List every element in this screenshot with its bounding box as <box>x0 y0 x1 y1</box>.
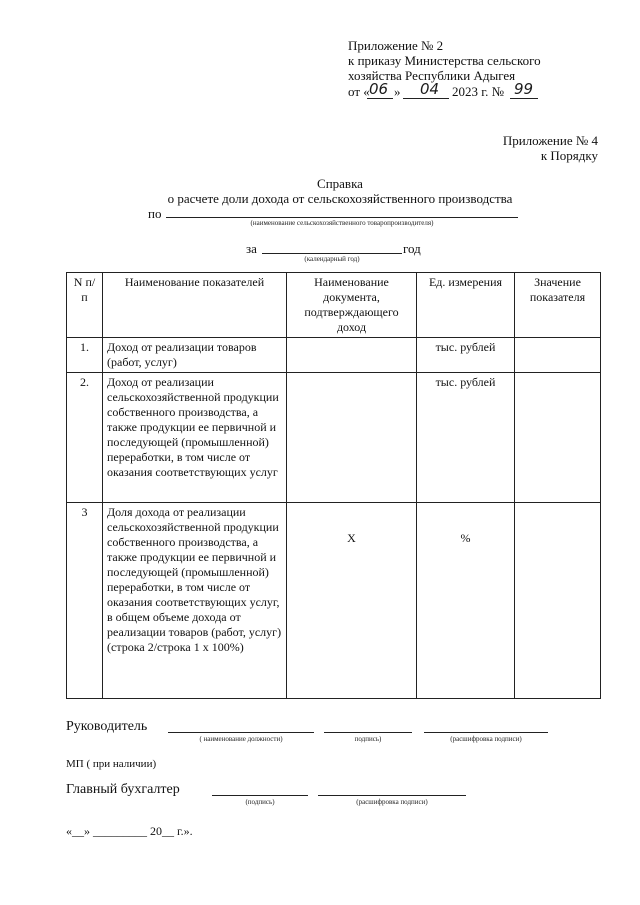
accountant-decoding-line <box>318 795 466 796</box>
row-document <box>287 338 417 373</box>
appendix2-date-prefix: от « <box>348 84 370 99</box>
row-document: Х <box>287 503 417 699</box>
header-document-name: Наименование документа, подтверждающего доход <box>287 273 417 338</box>
by-label: по <box>148 206 162 221</box>
head-signature-line <box>324 732 412 733</box>
table-row <box>67 503 601 699</box>
position-line <box>168 732 314 733</box>
position-caption: ( наименование должности) <box>199 735 283 743</box>
appendix4-line1: Приложение № 4 <box>502 133 598 148</box>
month-underline <box>403 98 449 99</box>
day-underline <box>367 98 393 99</box>
producer-name-line <box>166 217 518 218</box>
row-value-cell <box>515 338 601 373</box>
year-line <box>262 253 402 254</box>
row-number: 2. <box>67 373 103 503</box>
income-share-table <box>66 272 601 699</box>
year-caption: (календарный год) <box>304 255 360 263</box>
head-label: Руководитель <box>66 719 148 734</box>
signature-date: «__» _________ 20__ г.». <box>66 824 193 838</box>
doc-title: Справка <box>317 176 363 191</box>
number-underline <box>510 98 538 99</box>
appendix2-day: 06 <box>369 80 389 98</box>
row-indicator-name: Доля дохода от реализации сельскохозяйственной продукции собственного производства, а также продукции ее первичной и последующей (промышленной) переработки, в том числе от оказания соответствующих услуг, в общем объеме дохода от реализации товаров (работ, услуг) (строка 2/строка 1 х 100%) <box>103 503 287 699</box>
appendix2-number: 99 <box>514 80 534 98</box>
appendix2-line2: к приказу Министерства сельского <box>348 53 541 68</box>
head-decoding-line <box>424 732 548 733</box>
accountant-decoding-caption: (расшифровка подписи) <box>356 798 428 806</box>
header-value: Значение показателя <box>515 273 601 338</box>
row-unit: тыс. рублей <box>417 338 515 373</box>
accountant-label: Главный бухгалтер <box>66 782 180 797</box>
head-decoding-caption: (расшифровка подписи) <box>450 735 522 743</box>
table-row <box>67 338 601 373</box>
appendix2-date-mid: » <box>394 84 401 99</box>
row-indicator-name: Доход от реализации сельскохозяйственной продукции собственного производства, а также продукции ее первичной и последующей (промышленной) переработки, в том числе от оказания соответствующих услуг <box>103 373 287 503</box>
appendix4-line2: к Порядку <box>540 148 598 163</box>
row-value-cell <box>515 503 601 699</box>
row-document <box>287 373 417 503</box>
row-indicator-name: Доход от реализации товаров (работ, услуг) <box>103 338 287 373</box>
row-number: 3 <box>67 503 103 699</box>
stamp-note: МП ( при наличии) <box>66 758 157 770</box>
header-unit: Ед. измерения <box>417 273 515 338</box>
producer-name-caption: (наименование сельскохозяйственного товаропроизводителя) <box>250 219 434 227</box>
accountant-signature-line <box>212 795 308 796</box>
head-signature-caption: подпись) <box>354 735 382 743</box>
appendix2-line1: Приложение № 2 <box>348 38 444 53</box>
appendix2-date-suffix: 2023 г. № <box>452 84 505 99</box>
appendix2-month: 04 <box>420 80 440 98</box>
header-number: N п/п <box>67 273 103 338</box>
row-unit: тыс. рублей <box>417 373 515 503</box>
table-header-row <box>67 273 601 338</box>
table-row <box>67 373 601 503</box>
row-number: 1. <box>67 338 103 373</box>
accountant-signature-caption: (подпись) <box>245 798 275 806</box>
appendix2-line3: хозяйства Республики Адыгея <box>348 68 516 83</box>
doc-subtitle: о расчете доли дохода от сельскохозяйственного производства <box>167 191 513 206</box>
header-indicator-name: Наименование показателей <box>103 273 287 338</box>
row-value-cell <box>515 373 601 503</box>
year-label: год <box>403 241 421 256</box>
for-label: за <box>246 241 257 256</box>
row-unit: % <box>417 503 515 699</box>
